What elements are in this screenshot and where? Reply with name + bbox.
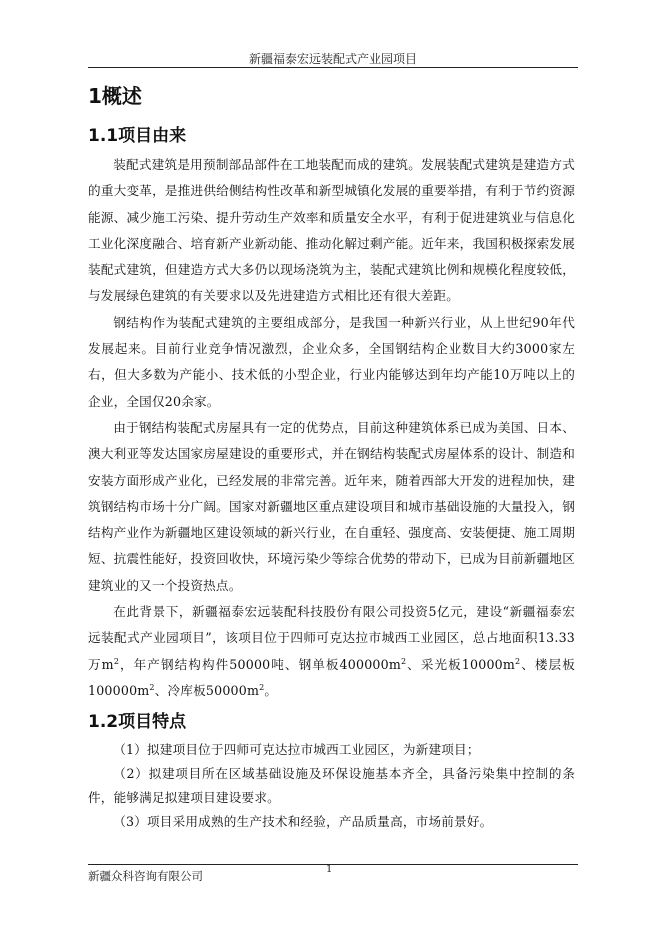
p4-sup-2: 2 [400,656,407,666]
feature-item-3: （3）项目采用成熟的生产技术和经验，产品质量高，市场前景好。 [113,814,493,830]
paragraph-origin-1: 装配式建筑是用预制部品部件在工地装配而成的建筑。发展装配式建筑是建造方式的重大变革，是推进供给侧结构性改革和新型城镇化发展的重要举措，有利于节约资源能源、减少施工污染、提升劳动生产效率和质量安全水平，有利于促进建筑业与信息化工业化深度融合、培育新产业新动能、推动化解过剩产能。近年来，我国积极探索发展装配式建筑，但建造方式大多仍以现场浇筑为主，装配式建筑比例和规模化程度较低，与发展绿色建筑的有关要求以及先进建造方式相比还有很大差距。 [88,157,575,304]
feature-item-2: （2）拟建项目所在区域基础设施及环保设施基本齐全，具备污染集中控制的条件，能够满足拟建项目建设要求。 [88,766,575,806]
footer-divider [88,864,578,865]
p4-text-d: 、楼层板100000m [88,656,575,698]
p4-sup-3: 2 [515,656,521,666]
p4-sup-1: 2 [113,656,120,666]
header-divider [88,67,578,68]
section-1-1-heading: 1.1项目由来 [88,126,187,146]
p4-sup-4: 2 [149,682,155,692]
paragraph-origin-3: 由于钢结构装配式房屋具有一定的优势点，目前这种建筑体系已成为美国、日本、澳大利亚等发达国家房屋建设的重要形式，并在钢结构装配式房屋体系的设计、制造和安装方面形成产业化，已经发展的非常完善。近年来，随着西部大开发的进程加快，建筑钢结构市场十分广阔。国家对新疆地区重点建设项目和城市基础设施的大量投入，钢结构产业作为新疆地区建设领域的新兴行业，在自重轻、强度高、安装便捷、施工周期短、抗震性能好，投资回收快，环境污染少等综合优势的带动下，已成为目前新疆地区建筑业的又一个投资热点。 [88,419,575,593]
paragraph-origin-2: 钢结构作为装配式建筑的主要组成部分，是我国一种新兴行业，从上世纪90年代发展起来。目前行业竞争情况激烈，企业众多，全国钢结构企业数目大约3000家左右，但大多数为产能小、技术低的小型企业，行业内能够达到年均产能10万吨以上的企业，全国仅20余家。 [88,314,575,409]
p4-text-a: 在此背景下，新疆福泰宏远装配科技股份有限公司投资5亿元，建设“新疆福泰宏远装配式产业园项目”，该项目位于四师可克达拉市城西工业园区，总占地面积13.33万m [88,604,575,672]
p4-sup-5: 2 [259,682,265,692]
p4-text-e: 、冷库板50000m [154,682,260,698]
p4-text-b: ，年产钢结构构件50000吨、钢单板400000m [119,656,401,672]
section-1-heading: 1概述 [88,84,142,108]
section-1-2-heading: 1.2项目特点 [88,712,187,733]
page-number: 1 [326,864,333,875]
page-content [88,76,575,834]
feature-item-1: （1）拟建项目位于四师可克达拉市城西工业园区，为新建项目； [113,742,480,758]
page-header-title: 新疆福泰宏远装配式产业园项目 [248,52,417,66]
paragraph-origin-4 [88,599,575,704]
footer-company: 新疆众科咨询有限公司 [88,869,203,883]
p4-text-f: 。 [264,682,278,698]
p4-text-c: 、采光板10000m [406,656,516,672]
